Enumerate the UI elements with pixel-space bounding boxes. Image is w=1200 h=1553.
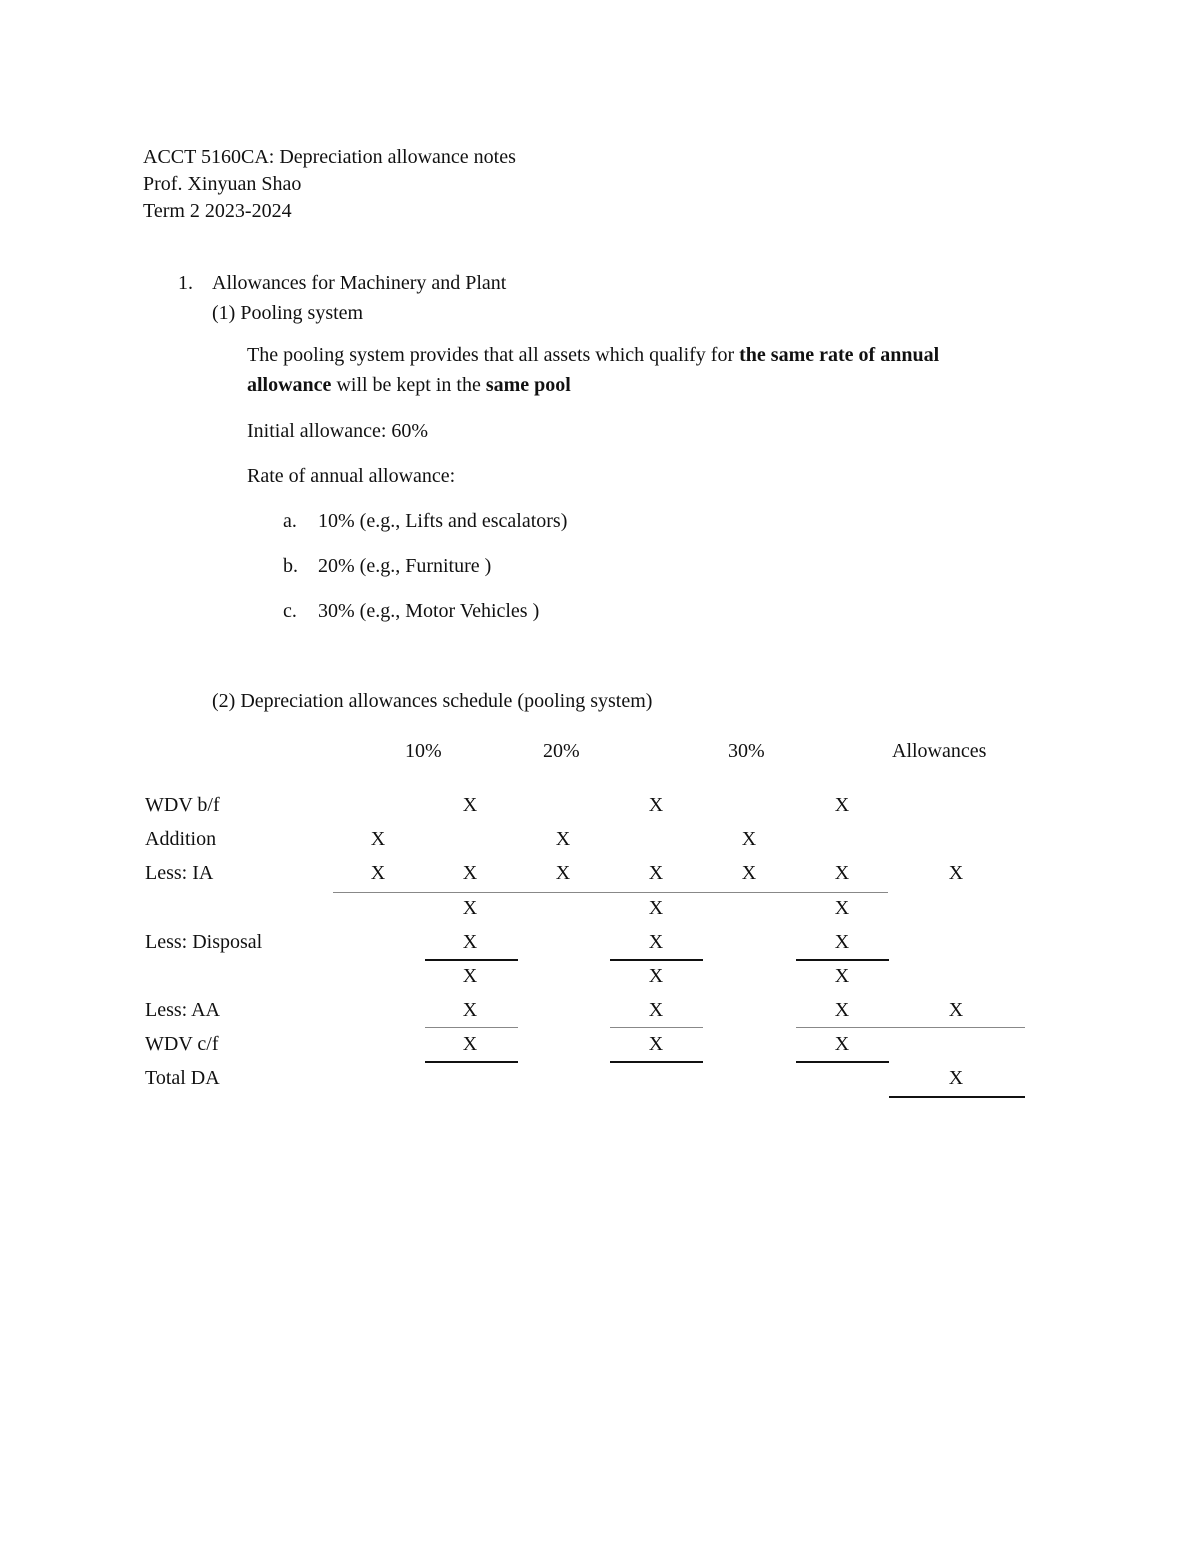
table-rule: [610, 1061, 703, 1063]
table-rule: [796, 1061, 889, 1063]
table-cell: X: [462, 931, 478, 953]
table-cell: X: [648, 794, 664, 816]
table-cell: X: [648, 862, 664, 884]
table-rule: [610, 959, 703, 961]
table-cell: X: [948, 1067, 964, 1089]
table-cell: X: [648, 931, 664, 953]
table-cell: X: [834, 794, 850, 816]
table-cell: X: [834, 862, 850, 884]
table-cell: X: [648, 965, 664, 987]
row-label: Less: Disposal: [145, 931, 263, 953]
table-cell: X: [741, 828, 757, 850]
table-cell: X: [462, 1033, 478, 1055]
table-rule: [333, 892, 888, 893]
table-cell: X: [948, 862, 964, 884]
column-header: 10%: [405, 740, 442, 762]
row-label: Addition: [145, 828, 217, 850]
table-cell: X: [462, 794, 478, 816]
rate-item: 20% (e.g., Furniture ): [318, 555, 492, 577]
table-cell: X: [648, 1033, 664, 1055]
table-cell: X: [370, 862, 386, 884]
initial-allowance: Initial allowance: 60%: [247, 420, 429, 442]
rate-marker: a.: [283, 510, 297, 532]
table-rule: [796, 1027, 889, 1028]
table-rule: [796, 959, 889, 961]
table-cell: X: [834, 999, 850, 1021]
table-cell: X: [462, 965, 478, 987]
course-title: ACCT 5160CA: Depreciation allowance notes: [143, 146, 516, 168]
table-cell: X: [555, 862, 571, 884]
table-rule: [425, 959, 518, 961]
table-cell: X: [834, 897, 850, 919]
row-label: WDV c/f: [145, 1033, 219, 1055]
table-rule: [889, 1096, 1025, 1098]
table-cell: X: [462, 862, 478, 884]
table-cell: X: [948, 999, 964, 1021]
rate-item: 30% (e.g., Motor Vehicles ): [318, 600, 540, 622]
table-cell: X: [462, 999, 478, 1021]
table-rule: [889, 1027, 1025, 1028]
table-rule: [425, 1027, 518, 1028]
row-label: WDV b/f: [145, 794, 220, 816]
pooling-description: The pooling system provides that all assets which qualify for the same rate of annual allowance will be kept in the same pool: [247, 344, 940, 396]
row-label: Less: IA: [145, 862, 214, 884]
rate-item: 10% (e.g., Lifts and escalators): [318, 510, 568, 532]
table-cell: X: [741, 862, 757, 884]
column-header: Allowances: [892, 740, 987, 762]
column-header: 30%: [728, 740, 765, 762]
table-cell: X: [834, 931, 850, 953]
row-label: Less: AA: [145, 999, 220, 1021]
section-title: Allowances for Machinery and Plant: [212, 272, 507, 294]
table-cell: X: [555, 828, 571, 850]
rate-marker: b.: [283, 555, 298, 577]
column-header: 20%: [543, 740, 580, 762]
table-rule: [425, 1061, 518, 1063]
row-label: Total DA: [145, 1067, 220, 1089]
table-cell: X: [648, 897, 664, 919]
term-label: Term 2 2023-2024: [143, 200, 292, 222]
rate-marker: c.: [283, 600, 297, 622]
table-cell: X: [834, 965, 850, 987]
table-rule: [610, 1027, 703, 1028]
rate-heading: Rate of annual allowance:: [247, 465, 456, 487]
table-cell: X: [370, 828, 386, 850]
professor-name: Prof. Xinyuan Shao: [143, 173, 302, 195]
table-cell: X: [648, 999, 664, 1021]
subsection-pooling-label: (1) Pooling system: [212, 302, 364, 324]
subsection-schedule-label: (2) Depreciation allowances schedule (pooling system): [212, 690, 653, 712]
table-cell: X: [834, 1033, 850, 1055]
section-number: 1.: [178, 272, 193, 294]
table-cell: X: [462, 897, 478, 919]
